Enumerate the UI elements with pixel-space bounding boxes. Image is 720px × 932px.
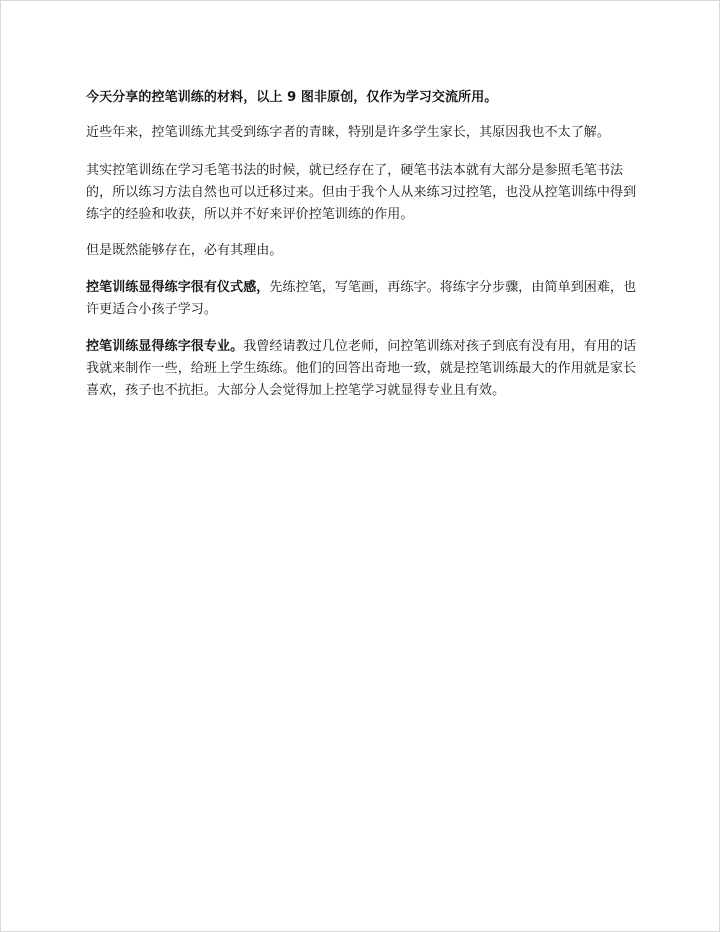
intro-paragraph: [86, 87, 642, 109]
paragraph-5-text: 先练控笔，写笔画，再练字。将练字分步骤，由简单到困难，也许更适合小孩子学习。: [86, 280, 637, 317]
paragraph-6-lead: 控笔训练显得练字很专业。: [86, 339, 244, 354]
intro-title: 今天分享的控笔训练的材料，以上 9 图非原创，仅作为学习交流所用。: [86, 90, 498, 105]
paragraph-6-text: 我曾经请教过几位老师，问控笔训练对孩子到底有没有用，有用的话我就来制作一些，给班上学生练练。他们的回答出奇地一致，就是控笔训练最大的作用就是家长喜欢，孩子也不抗拒。大部分人会觉得加上控笔学习就显得专业且有效。: [86, 339, 637, 398]
paragraph-2: [86, 122, 642, 144]
paragraph-3-text: 其实控笔训练在学习毛笔书法的时候，就已经存在了，硬笔书法本就有大部分是参照毛笔书法的，所以练习方法自然也可以迁移过来。但由于我个人从来练习过控笔，也没从控笔训练中得到练字的经验和收获，所以并不好来评价控笔训练的作用。: [86, 163, 637, 222]
paragraph-5: [86, 277, 642, 321]
document-body: [86, 87, 642, 418]
paragraph-4: [86, 240, 642, 262]
paragraph-5-lead: 控笔训练显得练字很有仪式感，: [86, 280, 270, 295]
paragraph-6: [86, 336, 642, 402]
paragraph-2-text: 近些年来，控笔训练尤其受到练字者的青睐，特别是许多学生家长，其原因我也不太了解。: [86, 125, 611, 140]
paragraph-4-text: 但是既然能够存在，必有其理由。: [86, 243, 283, 258]
paragraph-3: [86, 160, 642, 226]
